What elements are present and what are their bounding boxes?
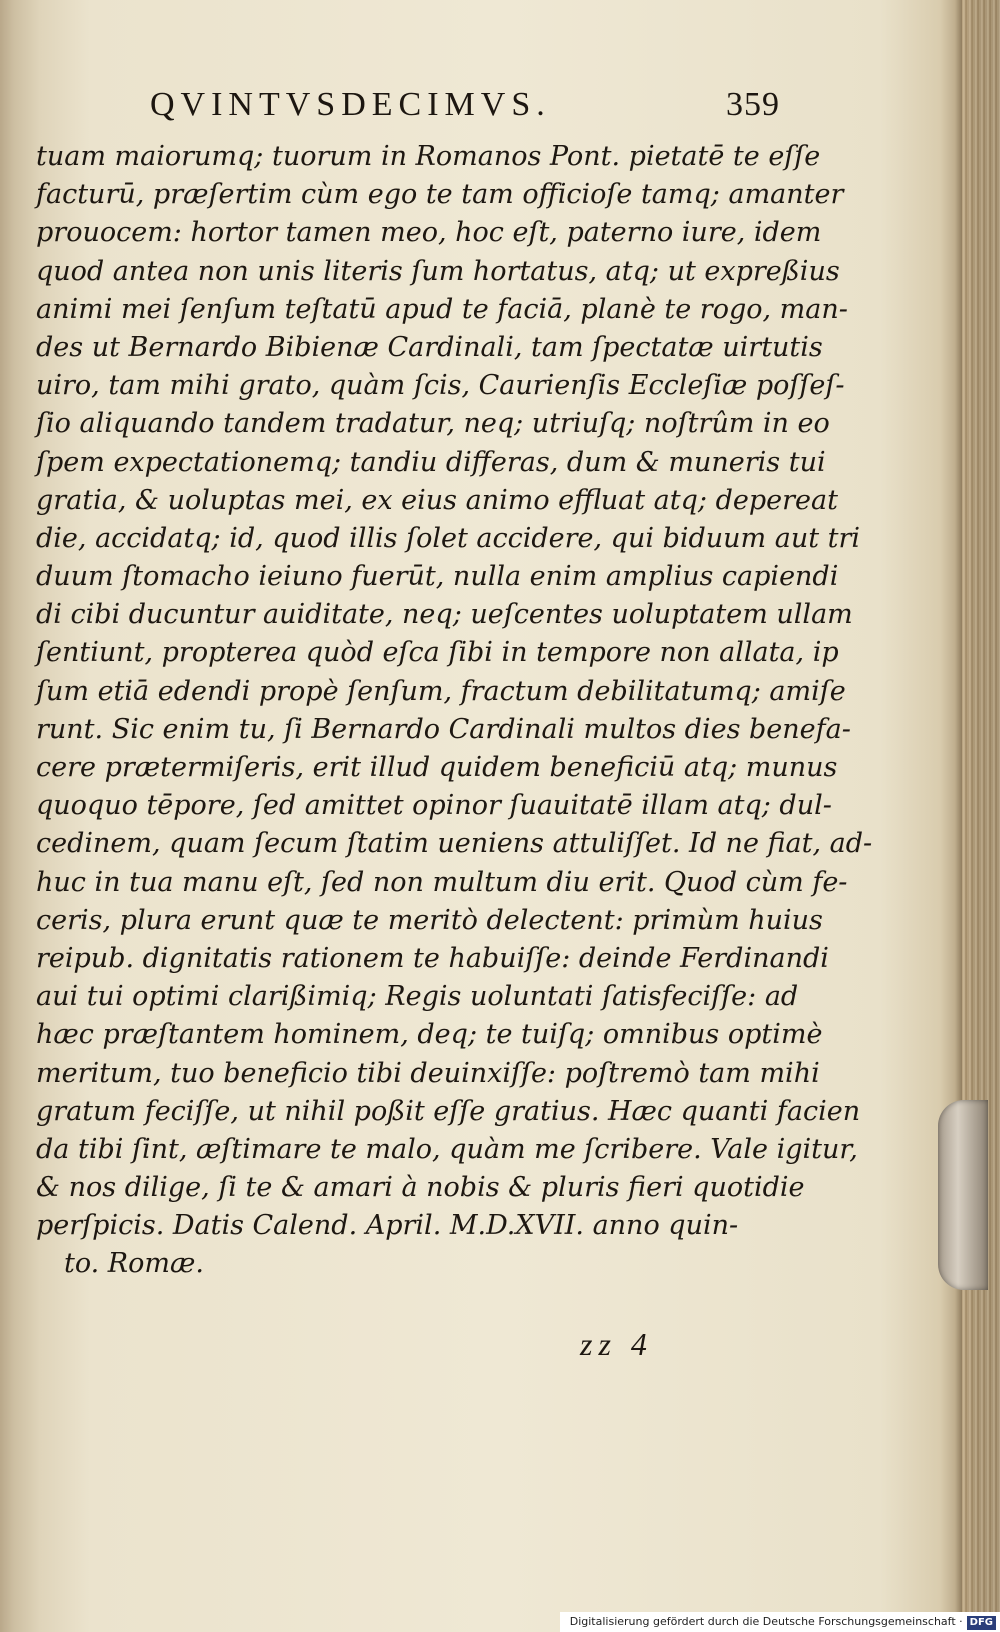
signature-mark: zz 4 <box>580 1326 653 1362</box>
text-line: duum ſtomacho ieiuno fuerūt, nulla enim amplius capiendi <box>36 561 839 593</box>
running-title: QVINTVSDECIMVS. <box>150 86 551 123</box>
page-number: 359 <box>726 86 780 123</box>
digitization-credit <box>560 1612 1000 1632</box>
text-line: die, accidatq; id, quod illis ſolet accidere, qui biduum aut tri <box>36 522 861 554</box>
text-line: hæc præſtantem hominem, deq; te tuiſq; omnibus optimè <box>36 1019 823 1051</box>
text-line: gratum feciſſe, ut nihil poßit eſſe gratius. Hæc quanti facien <box>36 1095 861 1127</box>
text-line: quod antea non unis literis ſum hortatus, atq; ut expreßius <box>36 255 840 287</box>
text-line: ſio aliquando tandem tradatur, neq; utriuſq; noſtrûm in eo <box>36 408 830 440</box>
text-line: da tibi ſint, æſtimare te malo, quàm me ſcribere. Vale igitur, <box>36 1133 858 1165</box>
text-line: tuam maiorumq; tuorum in Romanos Pont. pietatē te eſſe <box>36 141 821 172</box>
running-header <box>150 86 780 126</box>
text-line: ſentiunt, propterea quòd eſca ſibi in tempore non allata, ip <box>36 637 839 669</box>
text-line: aui tui optimi clarißimiq; Regis uoluntati ſatisfeciſſe: ad <box>36 981 799 1013</box>
text-line: animi mei ſenſum teſtatū apud te faciā, planè te rogo, man- <box>36 293 848 325</box>
body-text <box>36 138 873 1284</box>
dfg-logo: DFG <box>967 1616 996 1630</box>
text-line: & nos dilige, ſi te & amari à nobis & pluris fieri quotidie <box>36 1172 805 1204</box>
text-line: huc in tua manu eſt, ſed non multum diu erit. Quod cùm fe- <box>36 866 848 898</box>
text-line: prouocem: hortor tamen meo, hoc eſt, paterno iure, idem <box>36 217 822 249</box>
text-line: cere prætermiſeris, erit illud quidem beneficiū atq; munus <box>36 752 838 783</box>
text-line: ſpem expectationemq; tandiu differas, dum & muneris tui <box>36 446 826 478</box>
text-line: quoquo tēpore, ſed amittet opinor ſuauitatē illam atq; dul- <box>36 790 832 822</box>
text-line: uiro, tam mihi grato, quàm ſcis, Caurienſis Eccleſiæ poſſeſ- <box>36 370 845 402</box>
page-clip <box>938 1100 988 1290</box>
text-line: des ut Bernardo Bibienæ Cardinali, tam ſpectatæ uirtutis <box>36 331 823 363</box>
text-line: to. Romæ. <box>64 1248 204 1280</box>
text-line: cedinem, quam ſecum ſtatim ueniens attuliſſet. Id ne fiat, ad- <box>36 828 873 860</box>
text-line: ſum etiā edendi propè ſenſum, fractum debilitatumq; amiſe <box>36 675 846 707</box>
text-line: reipub. dignitatis rationem te habuiſſe: deinde Ferdinandi <box>36 942 829 974</box>
book-page-edges <box>962 0 1000 1632</box>
text-line: meritum, tuo beneficio tibi deuinxiſſe: poſtremò tam mihi <box>36 1057 820 1089</box>
text-line: gratia, & uoluptas mei, ex eius animo effluat atq; depereat <box>36 484 838 516</box>
text-line: ceris, plura erunt quæ te meritò delectent: primùm huius <box>36 904 823 936</box>
text-line: facturū, præſertim cùm ego te tam officioſe tamq; amanter <box>36 179 844 211</box>
text-line: perſpicis. Datis Calend. April. M.D.XVII. anno quin- <box>36 1210 739 1242</box>
text-line: di cibi ducuntur auiditate, neq; ueſcentes uoluptatem ullam <box>36 599 853 631</box>
text-line: runt. Sic enim tu, ſi Bernardo Cardinali multos dies benefa- <box>36 713 851 745</box>
credit-text: Digitalisierung gefördert durch die Deutsche Forschungsgemeinschaft · <box>569 1615 963 1628</box>
